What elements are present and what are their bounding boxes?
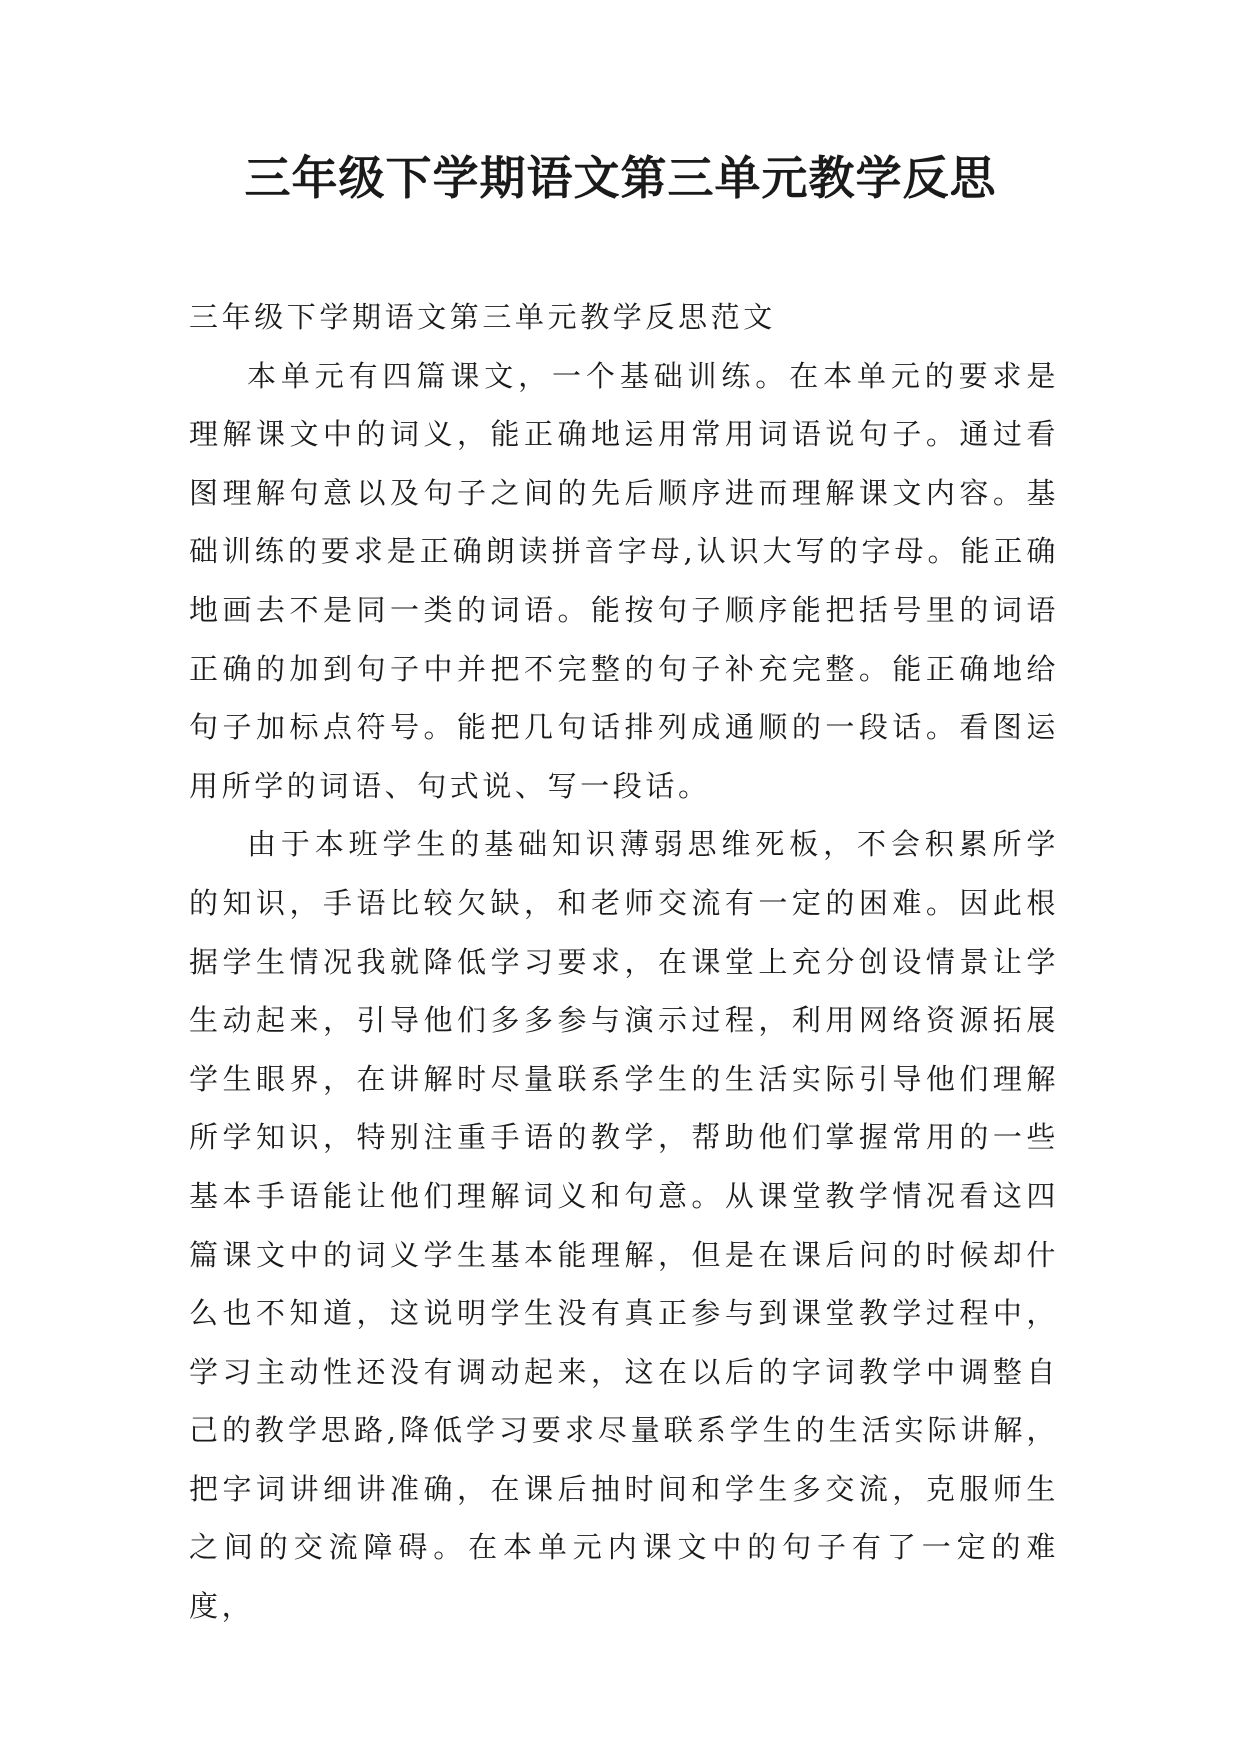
paragraph-2: 由于本班学生的基础知识薄弱思维死板，不会积累所学的知识，手语比较欠缺，和老师交流有一定的困难。因此根据学生情况我就降低学习要求，在课堂上充分创设情景让学生动起来，引导他们多多参与演示过程，利用网络资源拓展学生眼界，在讲解时尽量联系学生的生活实际引导他们理解所学知识，特别注重手语的教学，帮助他们掌握常用的一些基本手语能让他们理解词义和句意。从课堂教学情况看这四篇课文中的词义学生基本能理解，但是在课后问的时候却什么也不知道，这说明学生没有真正参与到课堂教学过程中，学习主动性还没有调动起来，这在以后的字词教学中调整自己的教学思路,降低学习要求尽量联系学生的生活实际讲解，把字词讲细讲准确，在课后抽时间和学生多交流，克服师生之间的交流障碍。在本单元内课文中的句子有了一定的难度， [189, 827, 1059, 1624]
paragraph-1: 本单元有四篇课文，一个基础训练。在本单元的要求是理解课文中的词义，能正确地运用常用词语说句子。通过看图理解句意以及句子之间的先后顺序进而理解课文内容。基础训练的要求是正确朗读拼音字母,认识大写的字母。能正确地画去不是同一类的词语。能按句子顺序能把括号里的词语正确的加到句子中并把不完整的句子补充完整。能正确地给句子加标点符号。能把几句话排列成通顺的一段话。看图运用所学的词语、句式说、写一段话。 [189, 358, 1059, 803]
document-body [189, 288, 1059, 1636]
document-title: 三年级下学期语文第三单元教学反思 [244, 151, 997, 205]
document-subtitle: 三年级下学期语文第三单元教学反思范文 [189, 300, 776, 334]
